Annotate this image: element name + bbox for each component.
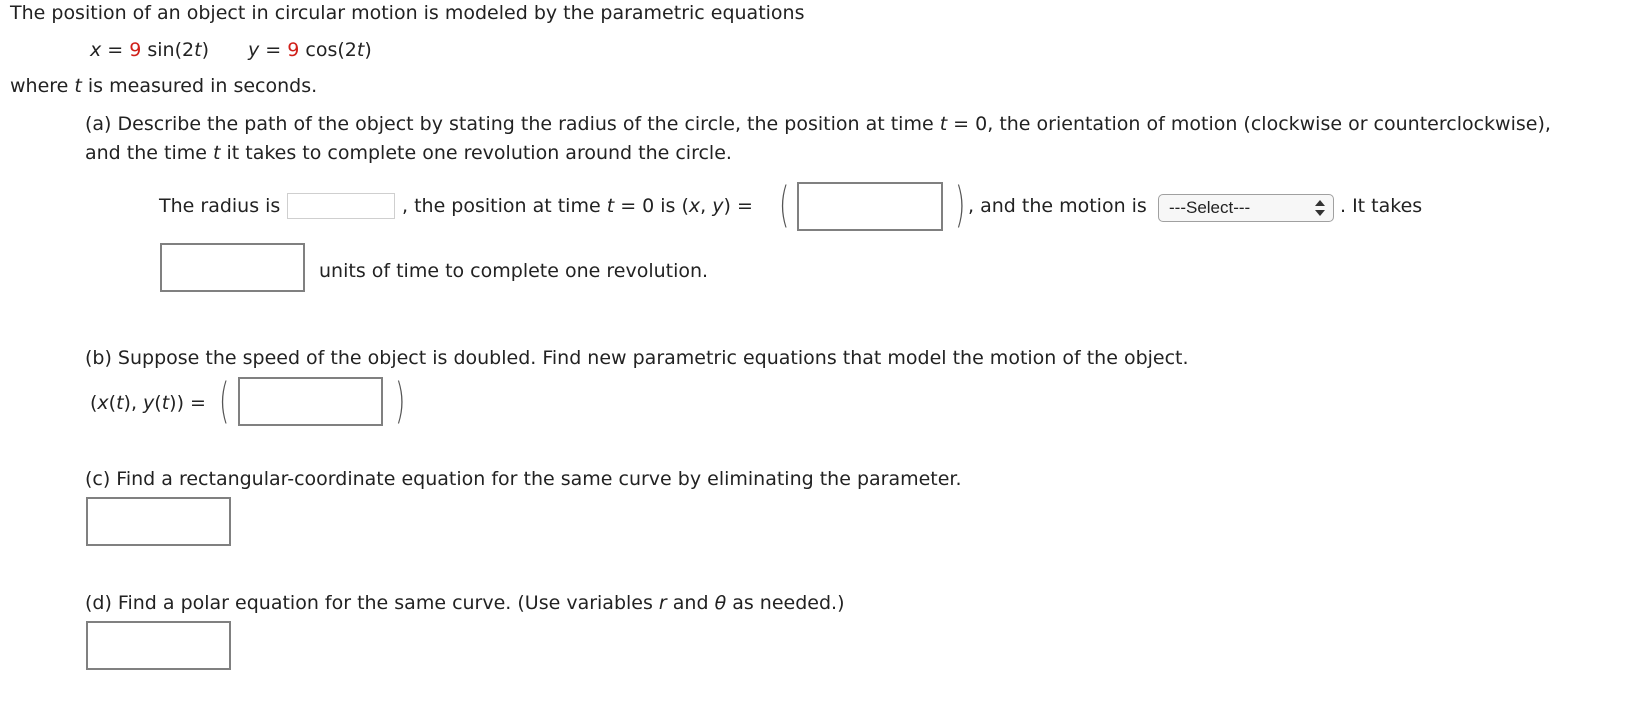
motion-label: , and the motion is — [968, 195, 1147, 217]
where-text: where t is measured in seconds. — [10, 75, 318, 97]
equation-x: x = 9 sin(2t) — [90, 39, 209, 61]
part-d-prompt: (d) Find a polar equation for the same curve. (Use variables r and θ as needed.) — [85, 592, 845, 614]
units-text: units of time to complete one revolution. — [319, 260, 709, 282]
part-a-prompt: (a) Describe the path of the object by stating the radius of the circle, the position at time t = 0, the orientation of motion (clockwise or counterclockwise), — [85, 113, 1551, 135]
part-b-prompt: (b) Suppose the speed of the object is doubled. Find new parametric equations that model the motion of the object. — [85, 347, 1189, 369]
radius-input[interactable] — [287, 193, 395, 219]
period-input[interactable] — [160, 243, 305, 292]
part-b-open-paren: ( — [219, 373, 230, 429]
position-close-paren: ) — [955, 177, 966, 233]
position-label: , the position at time t = 0 is (x, y) = — [402, 195, 753, 217]
part-b-input[interactable] — [238, 377, 383, 426]
select-arrows-icon — [1315, 200, 1325, 216]
it-takes-text: . It takes — [1340, 195, 1423, 217]
part-b-close-paren: ) — [395, 373, 406, 429]
part-b-lhs: (x(t), y(t)) = — [90, 392, 206, 414]
intro-text: The position of an object in circular motion is modeled by the parametric equations — [10, 2, 805, 24]
equation-y: y = 9 cos(2t) — [248, 39, 372, 61]
part-a-prompt-line2: and the time t it takes to complete one revolution around the circle. — [85, 142, 732, 164]
part-c-input[interactable] — [86, 497, 231, 546]
part-c-prompt: (c) Find a rectangular-coordinate equation for the same curve by eliminating the parameter. — [85, 468, 962, 490]
part-d-input[interactable] — [86, 621, 231, 670]
radius-label: The radius is — [159, 195, 281, 217]
motion-select[interactable] — [1158, 194, 1334, 222]
motion-select-value: ---Select--- — [1169, 198, 1251, 217]
position-open-paren: ( — [779, 177, 790, 233]
position-input[interactable] — [797, 182, 943, 231]
